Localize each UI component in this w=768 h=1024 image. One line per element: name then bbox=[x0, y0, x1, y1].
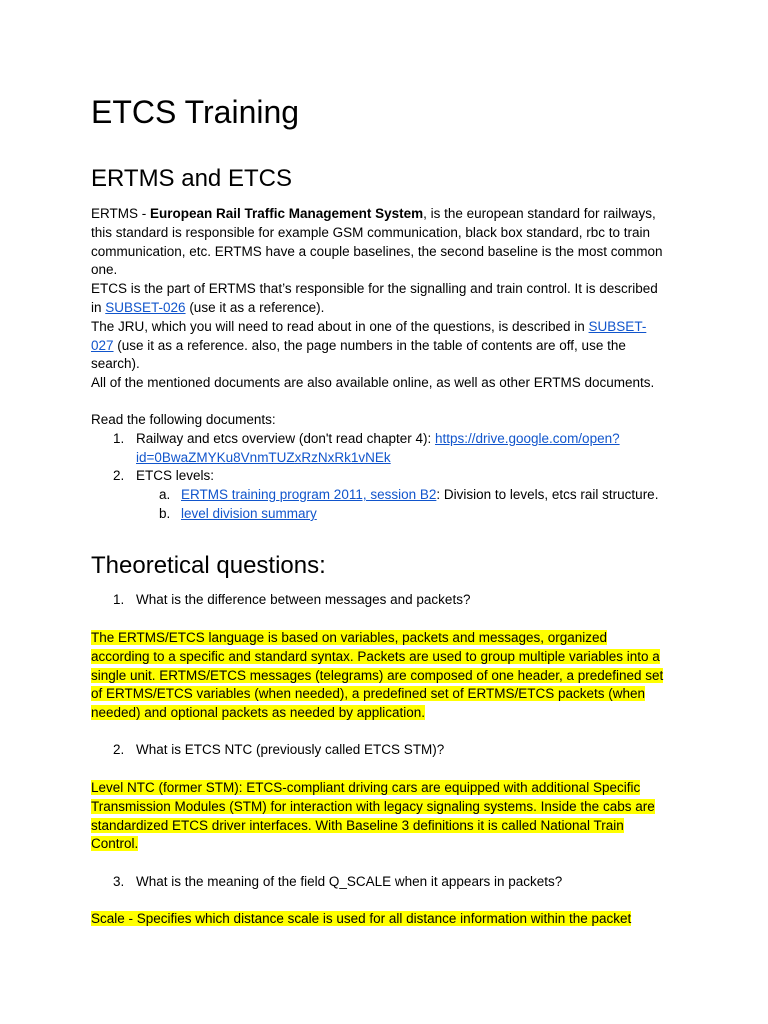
sub-list-letter: b. bbox=[159, 505, 171, 521]
text: (use it as a reference. also, the page numbers in the table of contents are off, use the bbox=[113, 337, 626, 353]
text: , is the european standard for railways, bbox=[423, 206, 656, 221]
intro-line: communication, etc. ERTMS have a couple baselines, the second baseline is the most common bbox=[91, 243, 663, 259]
list-text: ETCS levels: bbox=[136, 468, 215, 484]
text: ERTMS - bbox=[91, 206, 151, 221]
intro-paragraph bbox=[91, 205, 691, 393]
question-2 bbox=[91, 741, 691, 760]
highlighted-text: Scale - Specifies which distance scale is used for all distance information within the packet bbox=[91, 911, 632, 926]
list-text: : Division to levels, etcs rail structure. bbox=[436, 487, 659, 503]
highlighted-text: needed) and optional packets as needed by application. bbox=[91, 705, 425, 721]
drive-link-cont[interactable]: id=0BwaZMYKu8VnmTUZxRzNxRk1vNEk bbox=[136, 449, 391, 465]
answer-line bbox=[91, 629, 691, 648]
highlighted-text: Transmission Modules (STM) for interaction with legacy signaling systems. Inside the cabs are bbox=[91, 798, 655, 814]
answer-2 bbox=[91, 779, 691, 854]
subset-026-link[interactable]: SUBSET-026 bbox=[105, 299, 186, 315]
subset-027-link-cont[interactable]: 027 bbox=[91, 337, 114, 353]
intro-line bbox=[91, 299, 691, 318]
intro-line: search). bbox=[91, 356, 140, 372]
list-number: 1. bbox=[113, 430, 125, 446]
question-label: What is the difference between messages and packets? bbox=[136, 592, 471, 607]
question-number: 1. bbox=[113, 592, 125, 607]
highlighted-text: The ERTMS/ETCS language is based on variables, packets and messages, organized bbox=[91, 630, 608, 645]
intro-line: one. bbox=[91, 262, 118, 278]
highlighted-text: single unit. ERTMS/ETCS messages (telegrams) are composed of one header, a predefined set bbox=[91, 667, 664, 683]
question-number: 3. bbox=[113, 874, 125, 889]
question-number: 2. bbox=[113, 742, 125, 757]
list-number: 2. bbox=[113, 468, 125, 484]
question-text bbox=[91, 873, 691, 892]
reading-heading: Read the following documents: bbox=[91, 412, 276, 427]
highlighted-text: Control. bbox=[91, 836, 139, 852]
intro-line bbox=[91, 318, 691, 337]
sub-list-letter: a. bbox=[159, 487, 171, 503]
question-label: What is the meaning of the field Q_SCALE when it appears in packets? bbox=[136, 874, 563, 889]
text: (use it as a reference). bbox=[185, 299, 325, 315]
answer-line bbox=[91, 667, 691, 686]
intro-line: All of the mentioned documents are also available online, as well as other ERTMS documents. bbox=[91, 375, 655, 391]
ertms-full-name: European Rail Traffic Management System bbox=[150, 206, 424, 221]
text: in bbox=[91, 299, 106, 315]
document-title: ETCS Training bbox=[91, 94, 300, 130]
intro-line bbox=[91, 205, 691, 224]
intro-line bbox=[91, 337, 691, 356]
intro-line: this standard is responsible for example GSM communication, black box standard, rbc to train bbox=[91, 224, 651, 240]
question-text bbox=[91, 591, 691, 610]
intro-line: ETCS is the part of ERTMS that’s responsible for the signalling and train control. It is described bbox=[91, 281, 658, 297]
answer-line bbox=[91, 910, 691, 929]
section-heading-theoretical-questions: Theoretical questions: bbox=[91, 552, 326, 579]
list-item bbox=[91, 430, 691, 449]
drive-link[interactable]: https://drive.google.com/open? bbox=[434, 430, 620, 446]
highlighted-text: Level NTC (former STM): ETCS-compliant driving cars are equipped with additional Specific bbox=[91, 780, 641, 795]
list-item bbox=[91, 467, 691, 486]
list-text: Railway and etcs overview (don't read chapter 4): bbox=[136, 430, 435, 446]
answer-line bbox=[91, 704, 691, 723]
answer-1 bbox=[91, 629, 691, 723]
section-heading-ertms-etcs: ERTMS and ETCS bbox=[91, 165, 292, 192]
reading-list bbox=[91, 411, 691, 524]
subset-027-link[interactable]: SUBSET- bbox=[588, 318, 647, 334]
question-text bbox=[91, 741, 691, 760]
answer-line bbox=[91, 779, 691, 798]
answer-3 bbox=[91, 910, 691, 929]
list-item-cont bbox=[91, 449, 691, 468]
text: The JRU, which you will need to read about in one of the questions, is described in bbox=[91, 318, 589, 334]
answer-line bbox=[91, 648, 691, 667]
question-3 bbox=[91, 873, 691, 892]
highlighted-text: of ERTMS/ETCS variables (when needed), a predefined set of ERTMS/ETCS packets (when bbox=[91, 686, 646, 702]
question-label: What is ETCS NTC (previously called ETCS STM)? bbox=[136, 742, 445, 757]
question-1 bbox=[91, 591, 691, 610]
answer-line bbox=[91, 685, 691, 704]
sub-list-item bbox=[91, 505, 691, 524]
answer-line bbox=[91, 798, 691, 817]
sub-list-item bbox=[91, 486, 691, 505]
answer-line bbox=[91, 817, 691, 836]
ertms-training-link[interactable]: ERTMS training program 2011, session B2 bbox=[181, 487, 437, 503]
highlighted-text: standardized ETCS driver interfaces. With Baseline 3 definitions it is called National Train bbox=[91, 817, 624, 833]
highlighted-text: according to a specific and standard syntax. Packets are used to group multiple variables into a bbox=[91, 648, 660, 664]
answer-line bbox=[91, 835, 691, 854]
level-division-link[interactable]: level division summary bbox=[181, 505, 317, 521]
